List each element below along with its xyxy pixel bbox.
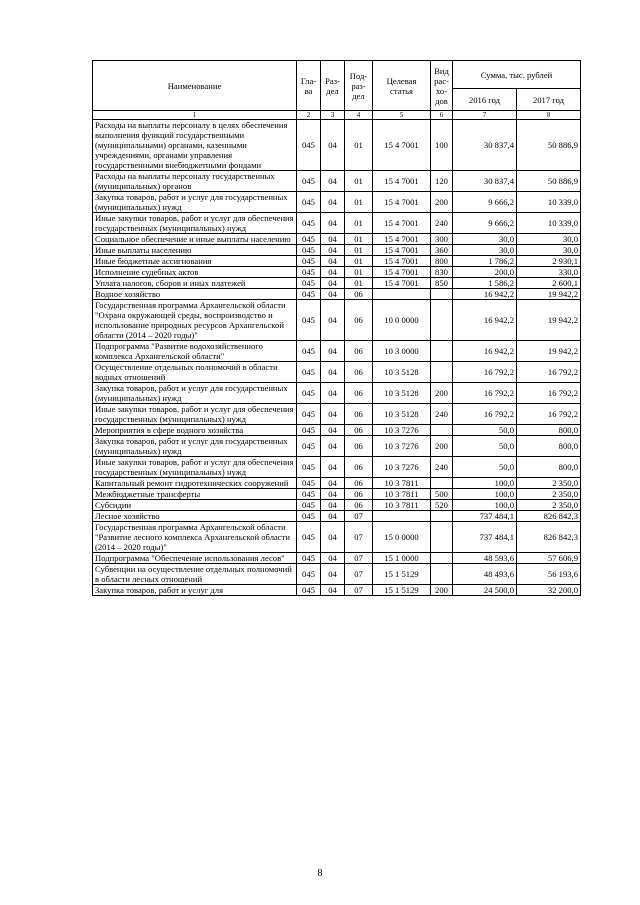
row-vid: 500 xyxy=(431,489,453,500)
row-glava: 045 xyxy=(297,362,321,383)
row-name: Уплата налогов, сборов и иных платежей xyxy=(93,278,297,289)
row-target: 15 0 0000 xyxy=(373,522,431,553)
row-glava: 045 xyxy=(297,522,321,553)
row-podrazdel: 01 xyxy=(345,171,373,192)
row-vid: 240 xyxy=(431,457,453,478)
row-target: 15 1 5129 xyxy=(373,585,431,596)
row-vid: 360 xyxy=(431,245,453,256)
column-number: 3 xyxy=(321,111,345,120)
row-glava: 045 xyxy=(297,192,321,213)
row-razdel: 04 xyxy=(321,192,345,213)
row-vid xyxy=(431,564,453,585)
row-sum-2017: 2 930,1 xyxy=(517,256,581,267)
row-sum-2017: 32 200,0 xyxy=(517,585,581,596)
row-podrazdel: 06 xyxy=(345,341,373,362)
row-name: Государственная программа Архангельской области "Развитие лесного комплекса Архангельской области (2014 – 2020 годы)" xyxy=(93,522,297,553)
row-target xyxy=(373,289,431,300)
row-podrazdel: 01 xyxy=(345,120,373,171)
row-glava: 045 xyxy=(297,341,321,362)
row-razdel: 04 xyxy=(321,278,345,289)
row-sum-2016: 1 586,2 xyxy=(453,278,517,289)
row-podrazdel: 01 xyxy=(345,278,373,289)
table-row xyxy=(93,267,581,278)
row-vid xyxy=(431,478,453,489)
row-glava: 045 xyxy=(297,489,321,500)
row-target: 10 3 7811 xyxy=(373,489,431,500)
row-sum-2017: 19 942,2 xyxy=(517,300,581,341)
row-name: Закупка товаров, работ и услуг для государственных (муниципальных) нужд xyxy=(93,436,297,457)
row-target: 10 3 7276 xyxy=(373,457,431,478)
row-sum-2017: 10 339,0 xyxy=(517,192,581,213)
row-name: Социальное обеспечение и иные выплаты населению xyxy=(93,234,297,245)
row-razdel: 04 xyxy=(321,457,345,478)
row-sum-2017: 10 339,0 xyxy=(517,213,581,234)
row-vid: 100 xyxy=(431,120,453,171)
row-target: 10 3 7811 xyxy=(373,478,431,489)
column-number-row xyxy=(93,111,581,120)
table-row xyxy=(93,278,581,289)
column-number: 6 xyxy=(431,111,453,120)
table-row xyxy=(93,256,581,267)
row-razdel: 04 xyxy=(321,213,345,234)
table-row xyxy=(93,511,581,522)
row-glava: 045 xyxy=(297,213,321,234)
row-sum-2017: 330,0 xyxy=(517,267,581,278)
table-row xyxy=(93,585,581,596)
column-number: 2 xyxy=(297,111,321,120)
row-glava: 045 xyxy=(297,478,321,489)
row-vid xyxy=(431,289,453,300)
row-podrazdel: 06 xyxy=(345,489,373,500)
row-razdel: 04 xyxy=(321,289,345,300)
row-target: 10 3 7276 xyxy=(373,425,431,436)
row-sum-2016: 737 484,1 xyxy=(453,522,517,553)
row-razdel: 04 xyxy=(321,585,345,596)
row-podrazdel: 06 xyxy=(345,300,373,341)
table-row xyxy=(93,383,581,404)
row-sum-2017: 2 350,0 xyxy=(517,500,581,511)
row-name: Государственная программа Архангельской области "Охрана окружающей среды, воспроизводство и использование природных ресурсов Архангельской области (2014 – 2020 годы)" xyxy=(93,300,297,341)
row-name: Исполнение судебных актов xyxy=(93,267,297,278)
row-vid: 800 xyxy=(431,256,453,267)
table-body xyxy=(93,120,581,596)
row-name: Иные выплаты населению xyxy=(93,245,297,256)
table-row xyxy=(93,404,581,425)
row-name: Субсидии xyxy=(93,500,297,511)
row-name: Капитальный ремонт гидротехнических сооружений xyxy=(93,478,297,489)
row-name: Иные бюджетные ассигнования xyxy=(93,256,297,267)
row-sum-2016: 30,0 xyxy=(453,245,517,256)
header-2016: 2016 год xyxy=(453,89,517,111)
table-row xyxy=(93,522,581,553)
table-row xyxy=(93,289,581,300)
row-razdel: 04 xyxy=(321,267,345,278)
row-target: 10 0 0000 xyxy=(373,300,431,341)
row-podrazdel: 06 xyxy=(345,404,373,425)
row-sum-2016: 9 666,2 xyxy=(453,192,517,213)
row-podrazdel: 01 xyxy=(345,234,373,245)
row-podrazdel: 01 xyxy=(345,245,373,256)
row-glava: 045 xyxy=(297,404,321,425)
row-target: 15 4 7001 xyxy=(373,213,431,234)
row-razdel: 04 xyxy=(321,522,345,553)
row-vid xyxy=(431,553,453,564)
row-razdel: 04 xyxy=(321,425,345,436)
row-sum-2017: 800,0 xyxy=(517,425,581,436)
row-target: 15 4 7001 xyxy=(373,267,431,278)
row-name: Межбюджетные трансферты xyxy=(93,489,297,500)
row-glava: 045 xyxy=(297,500,321,511)
row-sum-2017: 19 942,2 xyxy=(517,289,581,300)
row-razdel: 04 xyxy=(321,478,345,489)
column-number: 7 xyxy=(453,111,517,120)
row-vid: 520 xyxy=(431,500,453,511)
row-name: Лесное хозяйство xyxy=(93,511,297,522)
budget-table xyxy=(92,60,581,596)
row-target xyxy=(373,511,431,522)
row-sum-2016: 48 493,6 xyxy=(453,564,517,585)
row-sum-2016: 200,0 xyxy=(453,267,517,278)
row-sum-2017: 16 792,2 xyxy=(517,404,581,425)
row-sum-2016: 16 792,2 xyxy=(453,383,517,404)
row-vid xyxy=(431,511,453,522)
row-sum-2016: 30 837,4 xyxy=(453,171,517,192)
row-glava: 045 xyxy=(297,278,321,289)
row-glava: 045 xyxy=(297,564,321,585)
page-number: 8 xyxy=(317,868,323,879)
row-vid xyxy=(431,341,453,362)
row-vid: 240 xyxy=(431,213,453,234)
row-razdel: 04 xyxy=(321,383,345,404)
table-row xyxy=(93,341,581,362)
table-row xyxy=(93,192,581,213)
row-sum-2017: 50 886,9 xyxy=(517,120,581,171)
header-name: Наименование xyxy=(93,61,297,111)
row-vid: 300 xyxy=(431,234,453,245)
row-podrazdel: 01 xyxy=(345,192,373,213)
row-sum-2016: 50,0 xyxy=(453,425,517,436)
row-vid: 240 xyxy=(431,404,453,425)
row-name: Закупка товаров, работ и услуг для государственных (муниципальных) нужд xyxy=(93,383,297,404)
row-name: Иные закупки товаров, работ и услуг для обеспечения государственных (муниципальных) нужд xyxy=(93,404,297,425)
row-name: Водное хозяйство xyxy=(93,289,297,300)
row-razdel: 04 xyxy=(321,362,345,383)
table-row xyxy=(93,478,581,489)
row-sum-2016: 737 484,1 xyxy=(453,511,517,522)
header-2017: 2017 год xyxy=(517,89,581,111)
row-glava: 045 xyxy=(297,267,321,278)
row-vid xyxy=(431,522,453,553)
row-sum-2017: 56 193,6 xyxy=(517,564,581,585)
row-target: 15 4 7001 xyxy=(373,120,431,171)
row-vid: 200 xyxy=(431,436,453,457)
row-sum-2017: 57 606,9 xyxy=(517,553,581,564)
table-row xyxy=(93,120,581,171)
table-row xyxy=(93,425,581,436)
row-sum-2016: 16 942,2 xyxy=(453,341,517,362)
row-podrazdel: 06 xyxy=(345,436,373,457)
table-row xyxy=(93,564,581,585)
table-row xyxy=(93,234,581,245)
table-row xyxy=(93,436,581,457)
row-podrazdel: 06 xyxy=(345,500,373,511)
header-podrazdel: Под- раз- дел xyxy=(345,61,373,111)
row-sum-2016: 30 837,4 xyxy=(453,120,517,171)
row-name: Закупка товаров, работ и услуг для xyxy=(93,585,297,596)
row-sum-2016: 16 942,2 xyxy=(453,300,517,341)
row-razdel: 04 xyxy=(321,256,345,267)
row-target: 10 3 5128 xyxy=(373,383,431,404)
header-target: Целевая статья xyxy=(373,61,431,111)
row-name: Иные закупки товаров, работ и услуг для обеспечения государственных (муниципальных) нужд xyxy=(93,457,297,478)
table-row xyxy=(93,245,581,256)
row-razdel: 04 xyxy=(321,245,345,256)
row-vid: 850 xyxy=(431,278,453,289)
row-target: 15 4 7001 xyxy=(373,256,431,267)
row-glava: 045 xyxy=(297,234,321,245)
row-sum-2016: 16 792,2 xyxy=(453,404,517,425)
row-podrazdel: 07 xyxy=(345,522,373,553)
row-target: 10 3 7811 xyxy=(373,500,431,511)
row-sum-2017: 30,0 xyxy=(517,234,581,245)
row-podrazdel: 01 xyxy=(345,267,373,278)
row-sum-2016: 16 792,2 xyxy=(453,362,517,383)
row-sum-2017: 2 600,1 xyxy=(517,278,581,289)
table-row xyxy=(93,213,581,234)
row-glava: 045 xyxy=(297,289,321,300)
row-sum-2017: 800,0 xyxy=(517,457,581,478)
table-row xyxy=(93,300,581,341)
row-sum-2017: 30,0 xyxy=(517,245,581,256)
row-razdel: 04 xyxy=(321,234,345,245)
column-number: 1 xyxy=(93,111,297,120)
row-target: 15 4 7001 xyxy=(373,278,431,289)
column-number: 5 xyxy=(373,111,431,120)
row-razdel: 04 xyxy=(321,511,345,522)
header-sum: Сумма, тыс. рублей xyxy=(453,61,581,89)
row-glava: 045 xyxy=(297,383,321,404)
row-sum-2016: 24 500,0 xyxy=(453,585,517,596)
row-target: 15 1 0000 xyxy=(373,553,431,564)
row-sum-2016: 48 593,6 xyxy=(453,553,517,564)
row-razdel: 04 xyxy=(321,341,345,362)
row-target: 15 4 7001 xyxy=(373,245,431,256)
row-sum-2017: 826 842,3 xyxy=(517,522,581,553)
row-razdel: 04 xyxy=(321,489,345,500)
row-podrazdel: 07 xyxy=(345,564,373,585)
row-glava: 045 xyxy=(297,553,321,564)
row-name: Осуществление отдельных полномочий в области водных отношений xyxy=(93,362,297,383)
row-podrazdel: 06 xyxy=(345,383,373,404)
row-sum-2016: 50,0 xyxy=(453,457,517,478)
row-sum-2016: 1 786,2 xyxy=(453,256,517,267)
header-razdel: Раз- дел xyxy=(321,61,345,111)
row-vid: 830 xyxy=(431,267,453,278)
row-glava: 045 xyxy=(297,256,321,267)
row-target: 10 3 7276 xyxy=(373,436,431,457)
table-row xyxy=(93,362,581,383)
row-sum-2017: 2 350,0 xyxy=(517,478,581,489)
row-name: Мероприятия в сфере водного хозяйства xyxy=(93,425,297,436)
row-podrazdel: 07 xyxy=(345,553,373,564)
header-glava: Гла- ва xyxy=(297,61,321,111)
row-name: Иные закупки товаров, работ и услуг для обеспечения государственных (муниципальных) нужд xyxy=(93,213,297,234)
row-name: Закупка товаров, работ и услуг для государственных (муниципальных) нужд xyxy=(93,192,297,213)
row-sum-2017: 826 842,3 xyxy=(517,511,581,522)
row-sum-2017: 2 350,0 xyxy=(517,489,581,500)
row-glava: 045 xyxy=(297,171,321,192)
row-name: Расходы на выплаты персоналу государственных (муниципальных) органов xyxy=(93,171,297,192)
row-glava: 045 xyxy=(297,120,321,171)
row-podrazdel: 07 xyxy=(345,511,373,522)
table-row xyxy=(93,489,581,500)
row-sum-2016: 50,0 xyxy=(453,436,517,457)
row-podrazdel: 06 xyxy=(345,425,373,436)
row-target: 15 4 7001 xyxy=(373,171,431,192)
row-razdel: 04 xyxy=(321,120,345,171)
row-glava: 045 xyxy=(297,425,321,436)
row-vid xyxy=(431,300,453,341)
row-target: 15 4 7001 xyxy=(373,234,431,245)
row-razdel: 04 xyxy=(321,300,345,341)
row-sum-2016: 100,0 xyxy=(453,500,517,511)
row-glava: 045 xyxy=(297,457,321,478)
row-glava: 045 xyxy=(297,300,321,341)
row-vid: 200 xyxy=(431,192,453,213)
row-vid xyxy=(431,362,453,383)
row-name: Подпрограмма "Развитие водохозяйственного комплекса Архангельской области" xyxy=(93,341,297,362)
row-glava: 045 xyxy=(297,511,321,522)
row-podrazdel: 06 xyxy=(345,289,373,300)
row-razdel: 04 xyxy=(321,564,345,585)
table-row xyxy=(93,171,581,192)
row-podrazdel: 06 xyxy=(345,457,373,478)
row-podrazdel: 07 xyxy=(345,585,373,596)
row-glava: 045 xyxy=(297,245,321,256)
row-target: 10 3 5128 xyxy=(373,362,431,383)
row-sum-2016: 30,0 xyxy=(453,234,517,245)
row-podrazdel: 06 xyxy=(345,362,373,383)
row-podrazdel: 01 xyxy=(345,213,373,234)
row-sum-2017: 800,0 xyxy=(517,436,581,457)
row-razdel: 04 xyxy=(321,404,345,425)
column-number: 4 xyxy=(345,111,373,120)
row-sum-2016: 100,0 xyxy=(453,489,517,500)
row-razdel: 04 xyxy=(321,500,345,511)
row-sum-2017: 50 886,9 xyxy=(517,171,581,192)
row-podrazdel: 06 xyxy=(345,478,373,489)
row-target: 15 4 7001 xyxy=(373,192,431,213)
row-target: 10 3 5128 xyxy=(373,404,431,425)
row-name: Расходы на выплаты персоналу в целях обеспечения выполнения функций государственными (муниципальными) органами, казенными учреждениями, органами управления государственными внебюджетными фондами xyxy=(93,120,297,171)
table-row xyxy=(93,500,581,511)
row-razdel: 04 xyxy=(321,553,345,564)
row-vid: 200 xyxy=(431,585,453,596)
row-sum-2016: 100,0 xyxy=(453,478,517,489)
table-row xyxy=(93,457,581,478)
row-sum-2016: 9 666,2 xyxy=(453,213,517,234)
row-sum-2016: 16 942,2 xyxy=(453,289,517,300)
row-name: Субвенции на осуществление отдельных полномочий в области лесных отношений xyxy=(93,564,297,585)
row-sum-2017: 19 942,2 xyxy=(517,341,581,362)
row-glava: 045 xyxy=(297,436,321,457)
row-glava: 045 xyxy=(297,585,321,596)
column-number: 8 xyxy=(517,111,581,120)
row-name: Подпрограмма "Обеспечение использования лесов" xyxy=(93,553,297,564)
row-razdel: 04 xyxy=(321,171,345,192)
table-row xyxy=(93,553,581,564)
row-vid: 120 xyxy=(431,171,453,192)
header-vid: Вид рас- хо- дов xyxy=(431,61,453,111)
row-sum-2017: 16 792,2 xyxy=(517,362,581,383)
row-vid: 200 xyxy=(431,383,453,404)
row-razdel: 04 xyxy=(321,436,345,457)
row-target: 10 3 0000 xyxy=(373,341,431,362)
row-sum-2017: 16 792,2 xyxy=(517,383,581,404)
row-podrazdel: 01 xyxy=(345,256,373,267)
row-vid xyxy=(431,425,453,436)
row-target: 15 1 5129 xyxy=(373,564,431,585)
